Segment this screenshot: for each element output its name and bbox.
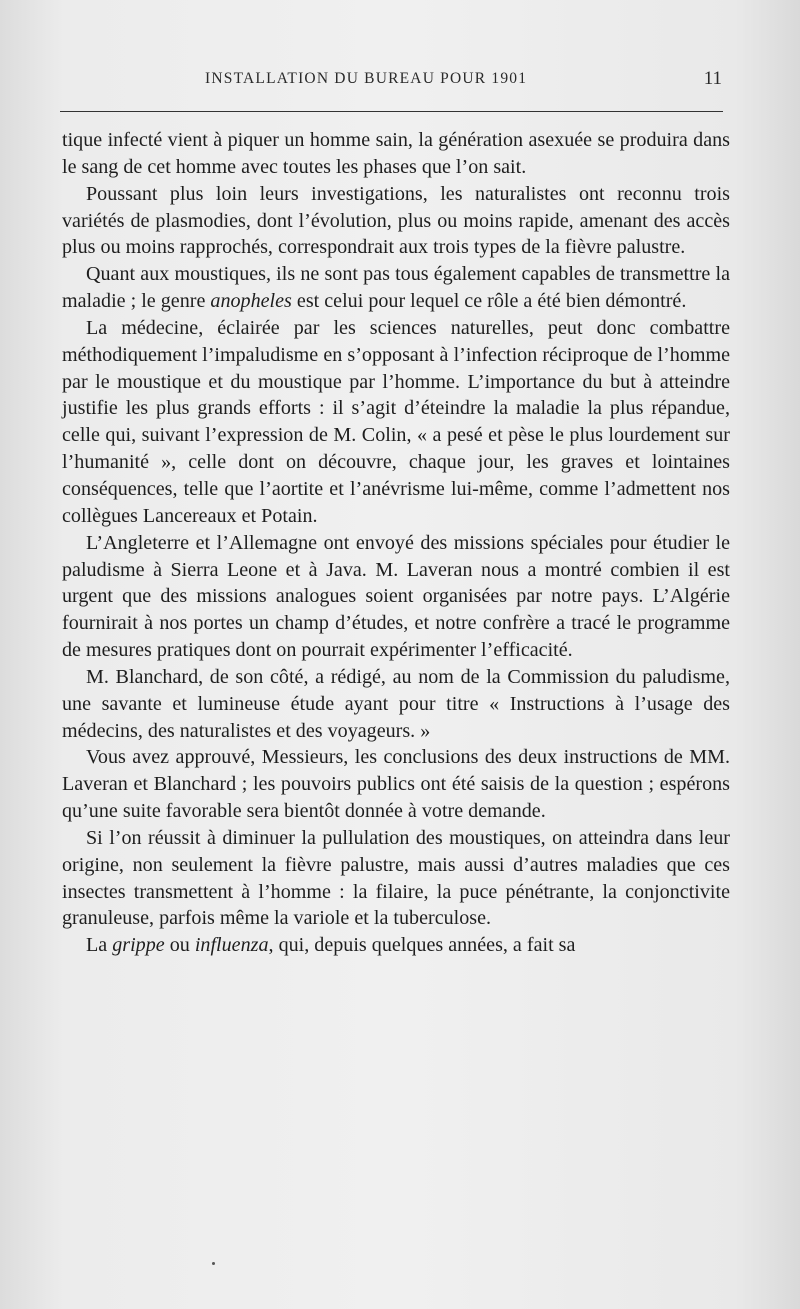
ink-speck: [212, 1262, 215, 1265]
page-number: 11: [703, 68, 722, 89]
paragraph-pullulation: Si l’on réussit à diminuer la pullulation des moustiques, on atteindra dans leur origine, non seulement la fièvre palustre, mais aussi d’autres maladies que ces insectes transmettent à l’homme : la filaire, la puce pénétrante, la conjonctivite granuleuse, parfois même la variole et la tuberculose.: [62, 826, 730, 930]
italic-term-anopheles: anopheles: [210, 290, 292, 313]
paragraph-text: est celui pour lequel ce rôle a été bien démontré.: [291, 290, 687, 313]
paragraph-text: Quant aux moustiques, ils ne sont pas tous également capables de transmettre la maladie ; le genre: [62, 263, 730, 313]
running-head: [60, 68, 726, 98]
paragraph-text: La: [86, 934, 113, 957]
paragraph-continued: tique infecté vient à piquer un homme sain, la génération asexuée se produira dans le sang de cet homme avec toutes les phases que l’on sait.: [62, 129, 730, 178]
paragraph-blanchard: M. Blanchard, de son côté, a rédigé, au nom de la Commission du paludisme, une savante et lumineuse étude ayant pour titre « Instructions à l’usage des médecins, des naturalistes et des voyageurs. »: [62, 665, 730, 742]
paragraph-medecine: La médecine, éclairée par les sciences naturelles, peut donc combattre méthodiquement l’impaludisme en s’opposant à l’infection réciproque de l’homme par le moustique et du moustique par l’homme. L’importance du but à atteindre justifie les plus grands efforts : il s’agit d’éteindre la maladie la plus répandue, celle qui, suivant l’expression de M. Colin, « a pesé et pèse le plus lourdement sur l’humanité », celle dont on découvre, chaque jour, les graves et lointaines conséquences, telle que l’aortite et l’anévrisme lui-même, comme l’admettent nos collègues Lancereaux et Potain.: [62, 316, 730, 527]
paragraph-grippe: [62, 932, 730, 959]
running-title: INSTALLATION DU BUREAU POUR 1901: [205, 70, 528, 87]
paragraph-plasmodies: Poussant plus loin leurs investigations, les naturalistes ont reconnu trois variétés de plasmodies, dont l’évolution, plus ou moins rapide, amenant des accès plus ou moins rapprochés, correspondrait aux trois types de la fièvre palustre.: [62, 182, 730, 259]
paragraph-text: ou: [164, 934, 195, 957]
paragraph-text: , qui, depuis quelques années, a fait sa: [268, 934, 576, 957]
paragraph-moustiques: [62, 261, 730, 315]
body-text: [62, 127, 730, 959]
italic-term-grippe: grippe: [112, 934, 165, 957]
italic-term-influenza: influenza: [194, 934, 269, 957]
paragraph-missions: L’Angleterre et l’Allemagne ont envoyé des missions spéciales pour étudier le paludisme à Sierra Leone et à Java. M. Laveran nous a montré combien il est urgent que des missions analogues soient organisées par notre pays. L’Algérie fournirait à nos portes un champ d’études, et notre confrère a tracé le programme de mesures pratiques dont on pourrait expérimenter l’efficacité.: [62, 531, 730, 662]
paragraph-approuve: Vous avez approuvé, Messieurs, les conclusions des deux instructions de MM. Laveran et Blanchard ; les pouvoirs publics ont été saisis de la question ; espérons qu’une suite favorable sera bientôt donnée à votre demande.: [62, 746, 730, 823]
header-rule: [60, 111, 723, 112]
